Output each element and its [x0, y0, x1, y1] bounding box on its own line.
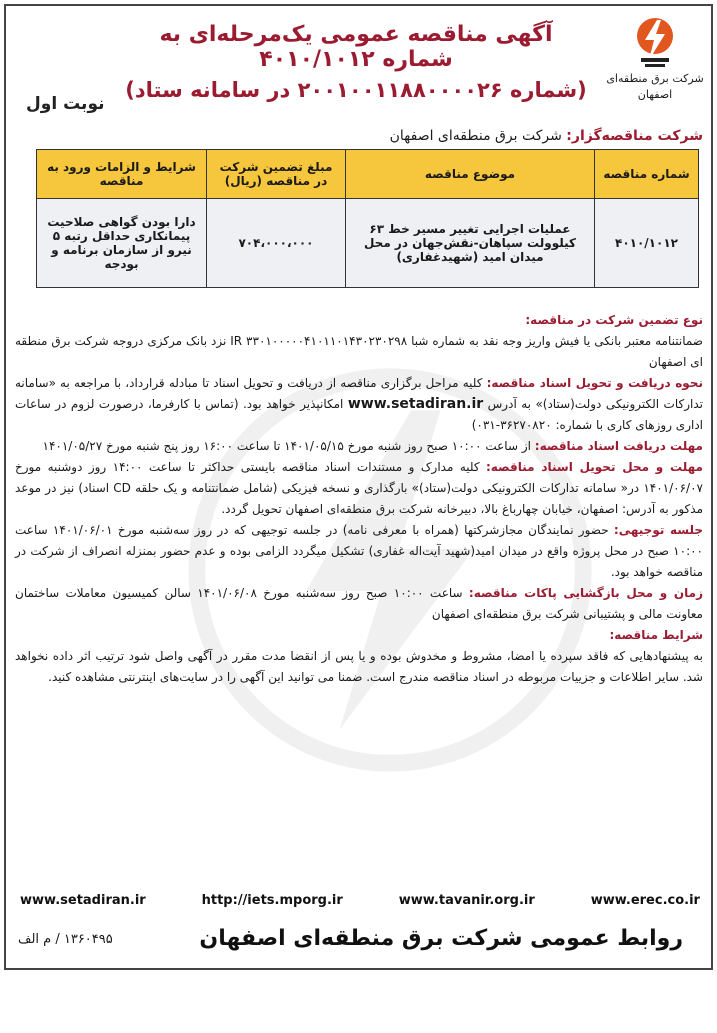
section-heading: مهلت دریافت اسناد مناقصه:: [534, 439, 703, 453]
public-relations-signature: روابط عمومی شرکت برق منطقه‌ای اصفهان: [199, 926, 683, 951]
cell-conditions: دارا بودن گواهی صلاحیت پیمانکاری حداقل رتبه ۵ نیرو از سازمان برنامه و بودجه: [37, 199, 207, 288]
website-list: [20, 893, 700, 908]
section-text: کلیه مدارک و مستندات اسناد مناقصه بایستی حداکثر تا ساعت ۱۴:۰۰ روز دوشنبه مورخ ۱۴۰۱/۰۶/۰۷ در« سامانه تدارکات الکترونیکی دولت(ستاد)» بارگذاری و نسخه فیزیکی (شامل ضمانتنامه و یک حلقه CD اسناد) نیز در موعد مذکور به آدرس: اصفهان، خیابان چهارباغ بالا، دبیرخانه شرکت برق منطقه‌ای اصفهان تحویل گردد.: [15, 460, 703, 516]
section-opening: [15, 583, 703, 625]
col-guarantee: مبلغ تضمین شرکت در مناقصه (ریال): [207, 150, 346, 199]
cell-tender-number: ۴۰۱۰/۱۰۱۲: [595, 199, 699, 288]
section-documents: [15, 373, 703, 436]
section-heading: مهلت و محل تحویل اسناد مناقصه:: [485, 460, 703, 474]
section-text-2: امکانپذیر خواهد بود. (تماس با کارفرما، درصورت لزوم در ساعات اداری روزهای کاری با شماره: ۳۶۲۷۰۸۲۰-۰۳۱): [15, 397, 703, 432]
table-row: [37, 199, 699, 288]
setadiran-link[interactable]: www.setadiran.ir: [347, 396, 484, 412]
organizer-label: شرکت مناقصه‌گزار:: [566, 128, 703, 144]
notice-header: [8, 8, 709, 126]
company-logo: [605, 14, 705, 124]
website-link[interactable]: www.erec.co.ir: [590, 893, 700, 908]
organizer-value: شرکت برق منطقه‌ای اصفهان: [389, 128, 562, 144]
section-heading: شرایط مناقصه:: [609, 628, 703, 642]
section-text: کلیه مراحل برگزاری مناقصه از دریافت و تحویل اسناد تا مبادله قرارداد، با مراجعه به «سامانه تدارکات الکترونیکی دولت(ستاد)» به آدرس: [15, 376, 703, 411]
website-link[interactable]: http://iets.mporg.ir: [201, 893, 343, 908]
section-briefing: [15, 520, 703, 583]
notice-title: آگهی مناقصه عمومی یک‌مرحله‌ای به شماره ۴۰۱۰/۱۰۱۲: [159, 22, 553, 72]
section-text: حضور نمایندگان مجازشرکتها (همراه با معرفی نامه) در جلسه توجیهی که در روز سه‌شنبه مورخ ۱۴۰۱/۰۶/۰۱ ساعت ۱۰:۰۰ صبح در محل پروژه واقع در میدان امید(شهید آیت‌اله غفاری) تشکیل میگردد الزامی بوده و عدم حضور بمنزله انصراف از شرکت در مناقصه خواهد بود.: [15, 523, 703, 579]
notice-body: [15, 310, 703, 688]
section-text: ساعت ۱۰:۰۰ صبح روز سه‌شنبه مورخ ۱۴۰۱/۰۶/۰۸ سالن کمیسیون معاملات ساختمان معاونت مالی و پشتیبانی شرکت برق منطقه‌ای اصفهان: [15, 586, 703, 621]
section-text: ضمانتنامه معتبر بانکی یا فیش واریز وجه نقد به شماره شبا IR ۳۳۰۱۰۰۰۰۰۴۱۰۱۱۰۱۴۳۰۲۳۰۲۹۸ نزد بانک مرکزی درو‌جه شرکت برق منطقه ای اصفهان: [15, 334, 703, 369]
section-submit-deadline: [15, 457, 703, 520]
section-text: به پیشنهادهایی که فاقد سپرده یا امضا، مشروط و مخدوش بوده و یا پس از انقضا مدت مقرر در آگهی واصل شود ترتیب اثر داده نخواهد شد. سایر اطلاعات و جزییات مربوطه در اسناد مناقصه مندرج است. ضمنا می توانید این آگهی را در سایت‌های اینترنتی مشاهده کنید.: [15, 649, 703, 684]
section-heading: نوع تضمین شرکت در مناقصه:: [525, 313, 703, 327]
col-conditions: شرایط و الزامات ورود به مناقصه: [37, 150, 207, 199]
notice-subtitle: (شماره ۲۰۰۱۰۰۱۱۸۸۰۰۰۰۲۶ در سامانه ستاد): [125, 78, 587, 102]
section-guarantee: [15, 310, 703, 373]
lightning-logo-icon: [631, 14, 679, 70]
website-link[interactable]: www.setadiran.ir: [20, 893, 146, 908]
cell-guarantee: ۷۰۴،۰۰۰،۰۰۰: [207, 199, 346, 288]
round-label: نوبت اول: [26, 94, 105, 114]
notice-code: ۱۳۶۰۴۹۵ / م الف: [18, 932, 113, 947]
tender-table: [36, 149, 699, 288]
section-heading: جلسه توجیهی:: [613, 523, 704, 537]
section-text: از ساعت ۱۰:۰۰ صبح روز شنبه مورخ ۱۴۰۱/۰۵/۱۵ تا ساعت ۱۶:۰۰ روز پنج شنبه مورخ ۱۴۰۱/۰۵/۲۷: [42, 439, 531, 453]
col-tender-number: شماره مناقصه: [595, 150, 699, 199]
section-heading: زمان و محل بازگشایی پاکات مناقصه:: [468, 586, 703, 600]
logo-name-line1: شرکت برق منطقه‌ای: [606, 72, 704, 85]
website-link[interactable]: www.tavanir.org.ir: [398, 893, 535, 908]
col-subject: موضوع مناقصه: [346, 150, 595, 199]
organizer-line: [390, 128, 703, 144]
section-heading: نحوه دریافت و تحویل اسناد مناقصه:: [486, 376, 703, 390]
logo-name-line2: اصفهان: [637, 88, 673, 101]
section-conditions: [15, 625, 703, 688]
cell-subject: عملیات اجرایی تغییر مسیر خط ۶۳ کیلوولت سپاهان-نقش‌جهان در محل میدان امید (شهیدغفاری): [346, 199, 595, 288]
notice-footer: [4, 920, 713, 964]
table-header-row: [37, 150, 699, 199]
section-receive-deadline: [15, 436, 703, 457]
